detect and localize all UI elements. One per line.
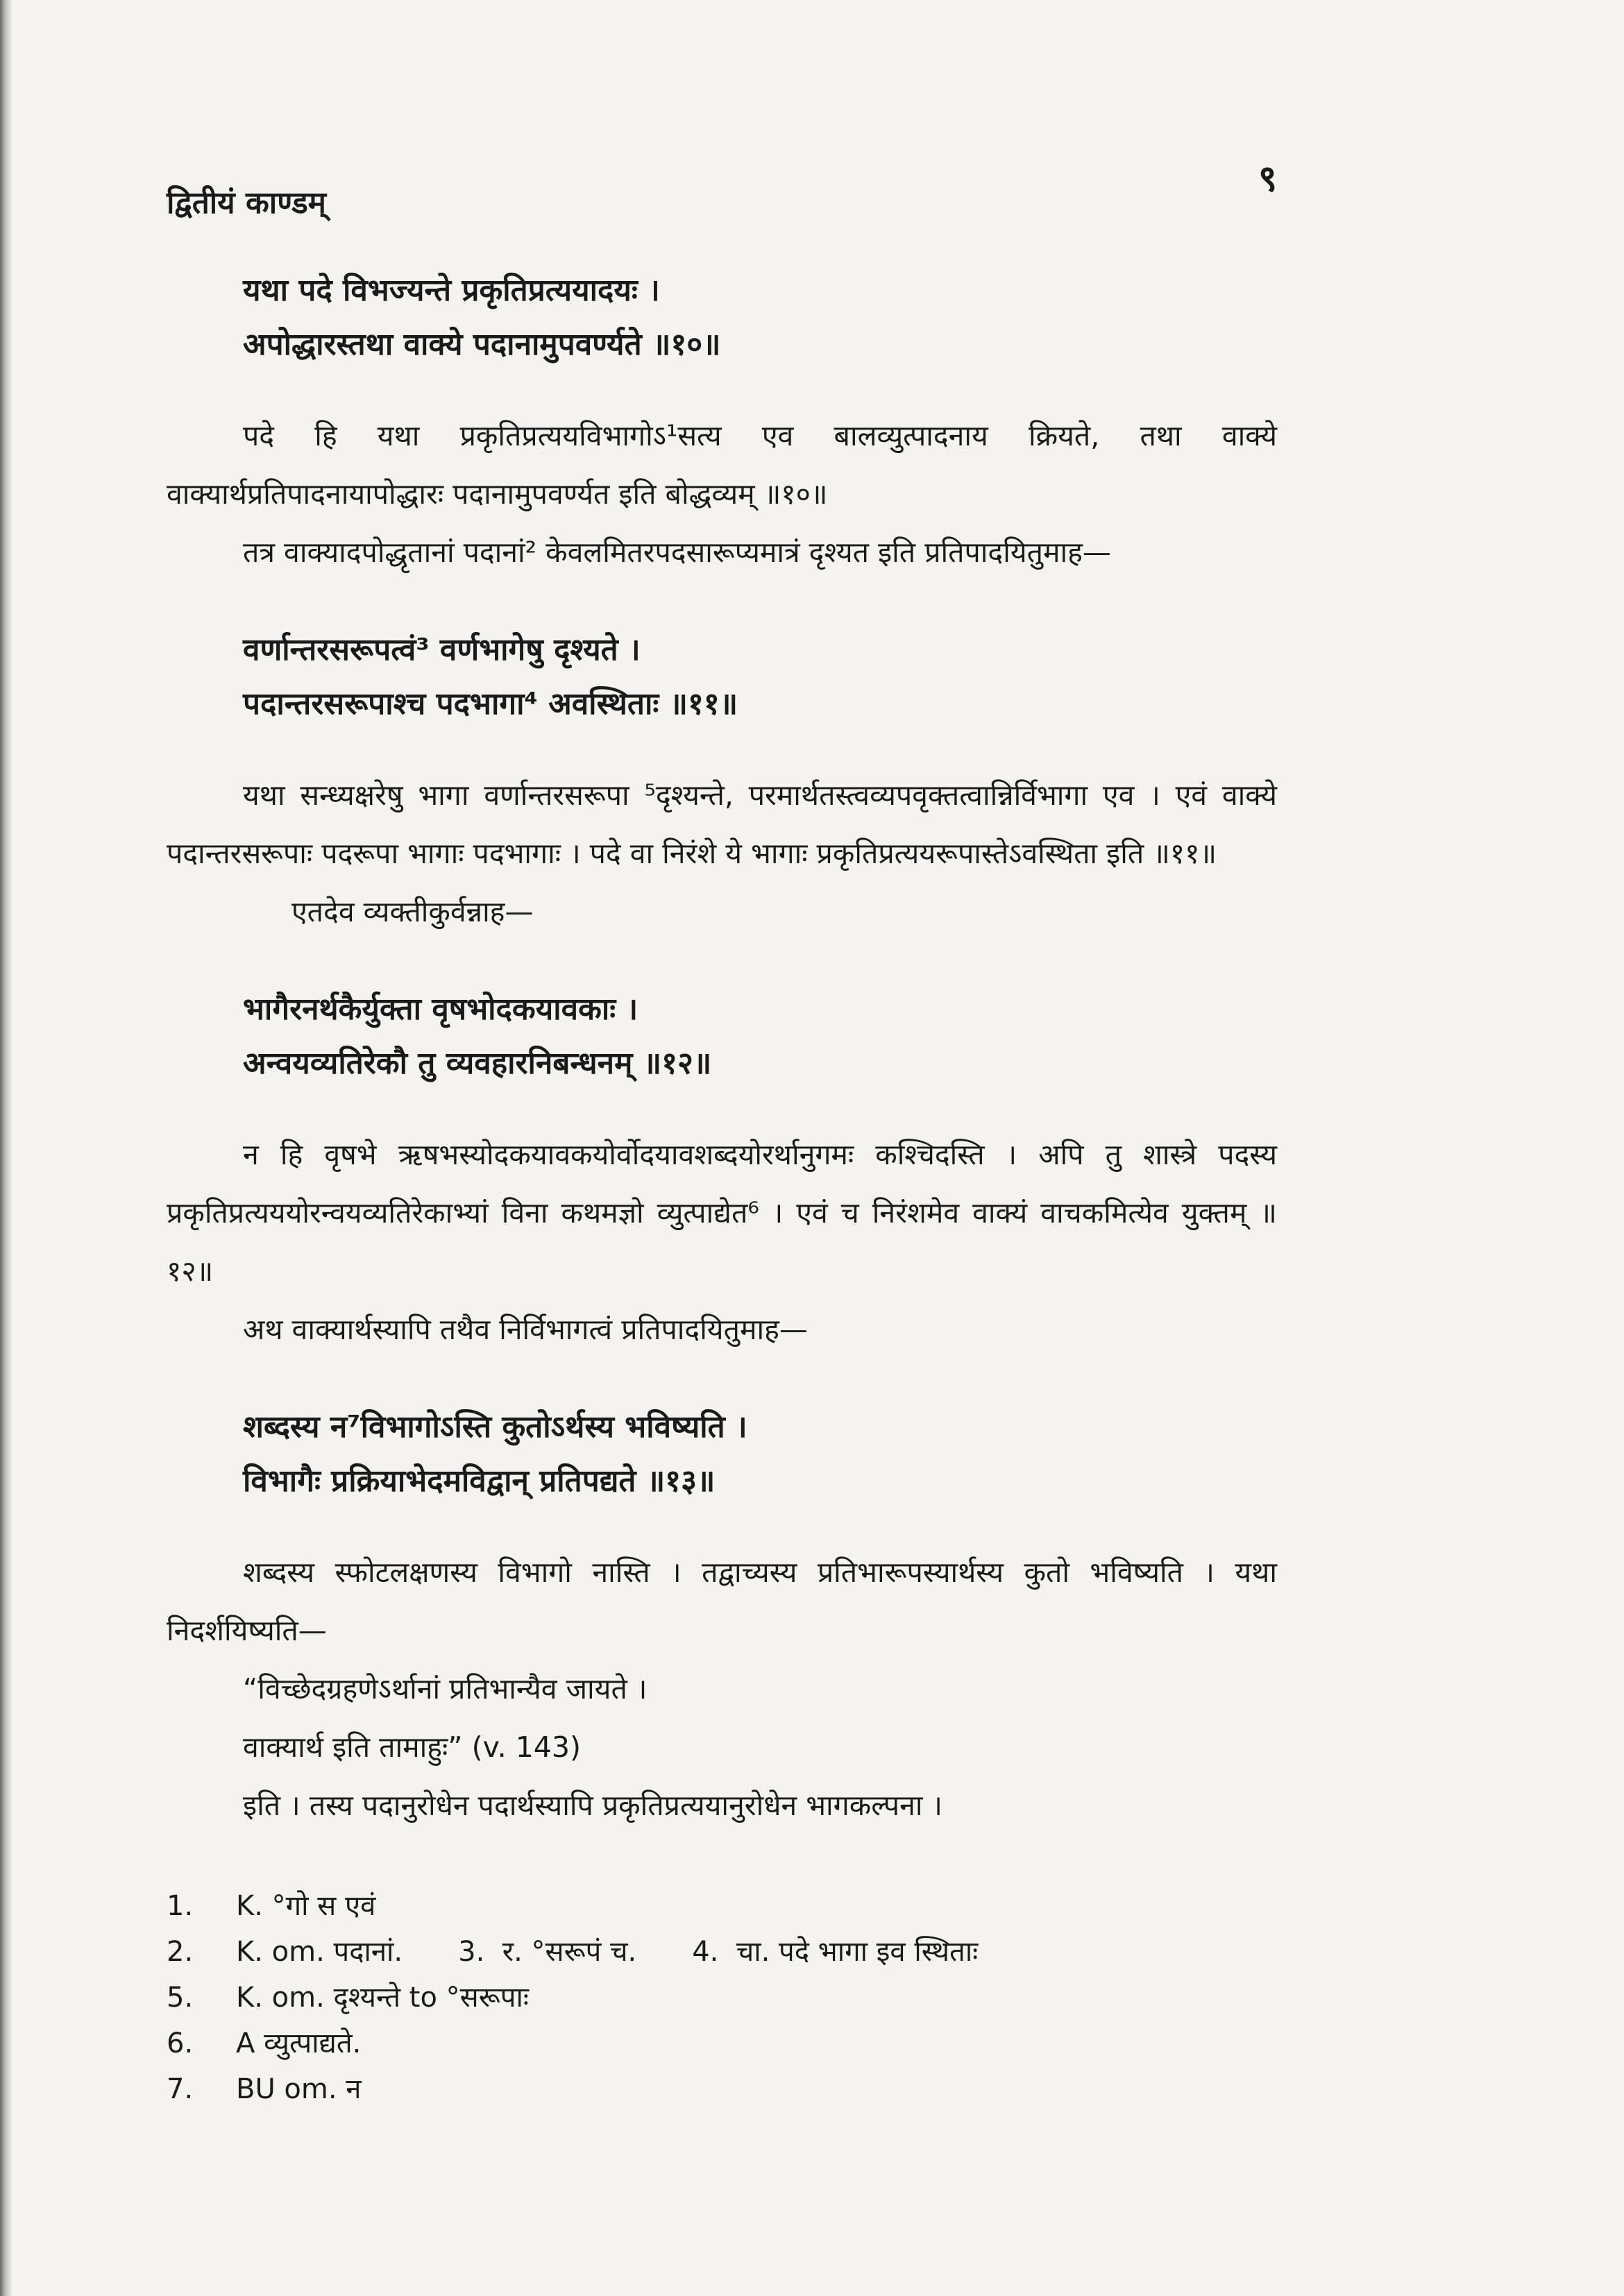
verse-line: यथा पदे विभज्यन्ते प्रकृतिप्रत्ययादयः । [243, 273, 660, 308]
footnote-number: 5. [167, 1982, 194, 2014]
footnote-number: 6. [167, 2027, 194, 2059]
commentary-introduction: अथ वाक्यार्थस्यापि तथैव निर्विभागत्वं प्रतिपादयितुमाह— [243, 1313, 808, 1346]
footnote-text: चा. पदे भागा इव स्थिताः [736, 1936, 979, 1968]
footnote-number: 1. [167, 1890, 194, 1922]
footnote-number: 2. [167, 1936, 194, 1968]
footnote [167, 1883, 1277, 1929]
commentary-paragraph: न हि वृषभे ऋषभस्योदकयावकयोर्वोदयावशब्दयोरर्थानुगमः कश्चिदस्ति । अपि तु शास्त्रे पदस्य प्रकृतिप्रत्यययोरन्वयव्यतिरेकाभ्यां विना कथमज्ञो व्युत्पाद्येत⁶ । एवं च निरंशमेव वाक्यं वाचकमित्येव युक्तम् ॥१२॥ [167, 1138, 1277, 1288]
commentary-paragraph: इति । तस्य पदानुरोधेन पदार्थस्यापि प्रकृतिप्रत्ययानुरोधेन भागकल्पना । [243, 1789, 943, 1822]
commentary-introduction: एतदेव व्यक्तीकुर्वन्नाह— [291, 895, 534, 928]
commentary-12 [167, 1125, 1277, 1359]
footnote-number: 7. [167, 2073, 194, 2105]
verse-line: विभागैः प्रक्रियाभेदमविद्वान् प्रतिपद्यते ॥१३॥ [243, 1463, 716, 1499]
footnote-text: BU om. न [236, 2073, 362, 2105]
commentary-paragraph: पदे हि यथा प्रकृतिप्रत्ययविभागोऽ¹सत्य एव बालव्युत्पादनाय क्रियते, तथा वाक्ये वाक्यार्थप्रतिपादनायापोद्धारः पदानामुपवर्ण्यत इति बोद्धव्यम् ॥१०॥ [167, 419, 1277, 511]
page-number: ९ [1258, 158, 1277, 200]
verse-line: पदान्तरसरूपाश्च पदभागा⁴ अवस्थिताः ॥११॥ [243, 686, 738, 722]
footnote-text: K. om. पदानां. [236, 1936, 403, 1968]
quoted-verse-line: “विच्छेदग्रहणेऽर्थानां प्रतिभान्यैव जायते । [243, 1672, 648, 1706]
footnote [167, 1929, 1277, 1975]
footnote [167, 2021, 1277, 2066]
footnote-text: र. °सरूपं च. [502, 1936, 637, 1968]
verse-12 [243, 983, 1277, 1091]
commentary-11 [167, 766, 1277, 941]
verse-line: अपोद्धारस्तथा वाक्ये पदानामुपवर्ण्यते ॥१०॥ [243, 327, 721, 362]
running-head [167, 139, 1277, 222]
binding-shadow [0, 0, 12, 2296]
quoted-verse-line: वाक्यार्थ इति तामाहुः” (v. 143) [243, 1730, 581, 1764]
book-page [167, 139, 1277, 2186]
verse-11 [243, 623, 1277, 731]
verse-line: शब्दस्य न⁷विभागोऽस्ति कुतोऽर्थस्य भविष्यति । [243, 1409, 747, 1445]
running-title: द्वितीयं काण्डम् [167, 185, 326, 221]
commentary-13 [167, 1543, 1277, 1835]
commentary-paragraph: यथा सन्ध्यक्षरेषु भागा वर्णान्तरसरूपा ⁵दृश्यन्ते, परमार्थतस्त्वव्यपवृक्तत्वान्निर्विभागा एव । एवं वाक्ये पदान्तरसरूपाः पदरूपा भागाः पदभागाः । पदे वा निरंशे ये भागाः प्रकृतिप्रत्ययरूपास्तेऽवस्थिता इति ॥११॥ [167, 779, 1277, 870]
footnote-text: K. °गो स एवं [236, 1890, 376, 1922]
commentary-paragraph: शब्दस्य स्फोटलक्षणस्य विभागो नास्ति । तद्वाच्यस्य प्रतिभारूपस्यार्थस्य कुतो भविष्यति । यथा निदर्शयिष्यति— [167, 1556, 1277, 1647]
verse-line: वर्णान्तरसरूपत्वं³ वर्णभागेषु दृश्यते । [243, 632, 641, 667]
verse-10 [243, 264, 1277, 372]
commentary-10 [167, 407, 1277, 581]
footnote-text: K. om. दृश्यन्ते to °सरूपाः [236, 1982, 529, 2014]
verse-line: भागैरनर्थकैर्युक्ता वृषभोदकयावकाः । [243, 992, 638, 1027]
footnote [167, 1975, 1277, 2021]
footnote-number: 4. [692, 1936, 719, 1968]
footnote [167, 2066, 1277, 2112]
verse-13 [243, 1400, 1277, 1508]
footnote-text: A व्युत्पाद्यते. [236, 2027, 362, 2059]
verse-line: अन्वयव्यतिरेकौ तु व्यवहारनिबन्धनम् ॥१२॥ [243, 1046, 712, 1081]
commentary-introduction: तत्र वाक्यादपोद्धृतानां पदानां² केवलमितरपदसारूप्यमात्रं दृश्यत इति प्रतिपादयितुमाह— [243, 536, 1111, 569]
footnote-number: 3. [458, 1936, 485, 1968]
footnotes [167, 1883, 1277, 2112]
